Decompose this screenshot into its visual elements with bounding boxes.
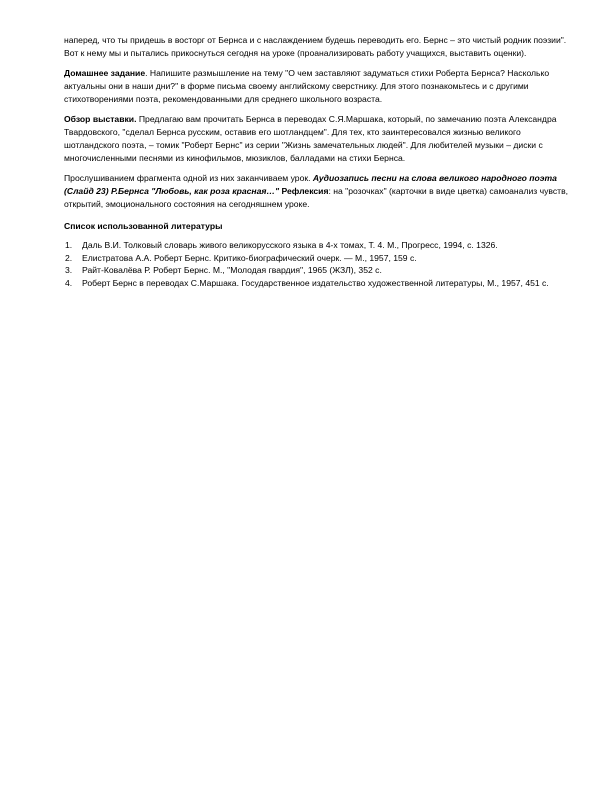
reference-text: Роберт Бернс в переводах С.Маршака. Государственное издательство художественной литературы, М., 1957, 451 с. [82,277,549,288]
references-heading: Список использованной литературы [64,221,223,231]
homework-paragraph [64,67,572,106]
reference-number: 1. [65,240,73,250]
exhibition-text: Предлагаю вам прочитать Бернса в переводах С.Я.Маршака, который, по замечанию поэта Александра Твардовского, "сделал Бернса русским, оставив его шотландцем". Для тех, кто заинтересовался жизнью великого шотландского поэта, – томик "Роберт Бернс" из серии "Жизнь замечательных людей". Для любителей музыки – диски с многочисленными песнями из кинофильмов, мюзиклов, балладами на стихи Бернса. [64,114,557,163]
homework-text: . Напишите размышление на тему "О чем заставляют задуматься стихи Роберта Бернса? Насколько актуальны они в наши дни?" в форме письма своему английскому сверстнику. Для этого познакомьтесь и с другими стихотворениями поэта, рекомендованными для среднего школьного возраста. [64,68,550,104]
homework-label: Домашнее задание [64,68,146,78]
closing-text: Прослушиванием фрагмента одной из них заканчиваем урок. [64,173,313,183]
references-list [65,239,572,289]
reflection-label: Рефлексия [279,186,329,196]
reference-text: Даль В.И. Толковый словарь живого великорусского языка в 4-х томах, Т. 4. М., Прогресс, 1994, с. 1326. [82,240,498,250]
reference-item [65,264,572,277]
reference-number: 3. [65,265,73,275]
reference-item [65,252,572,265]
closing-audio: Аудиозапись песни на слова великого народного поэта (Слайд 23) Р.Бернса "Любовь, как роза красная…" [64,173,557,196]
reflection-text: : на "розочках" (карточки в виде цветка) самоанализ чувств, открытий, эмоционального состояния на сегодняшнем уроке. [64,186,569,209]
closing-paragraph [64,172,572,211]
reference-item [65,277,572,290]
reference-text: Райт-Ковалёва Р. Роберт Бернс. М., "Молодая гвардия", 1965 (ЖЗЛ), 352 с. [82,265,382,275]
exhibition-label: Обзор выставки. [64,114,137,124]
reference-number: 4. [65,277,73,288]
exhibition-paragraph [64,113,572,165]
intro-paragraph [64,34,572,60]
intro-text: наперед, что ты придешь в восторг от Бернса и с наслаждением будешь переводить его. Бернс – это чистый родник поэзии". Вот к нему мы и пытались прикоснуться сегодня на уроке (проанализировать работу учащихся, выставить оценки). [64,35,567,58]
reference-item [65,239,572,252]
reference-text: Елистратова А.А. Роберт Бернс. Критико-биографический очерк. — М., 1957, 159 с. [82,252,417,263]
reference-number: 2. [65,252,73,263]
